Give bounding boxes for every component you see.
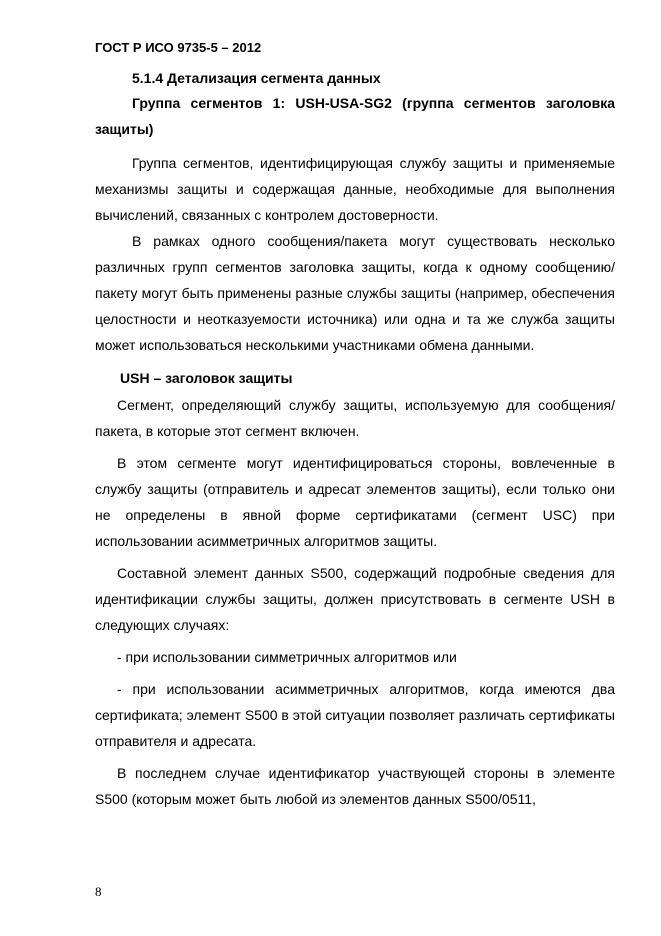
document-header: ГОСТ Р ИСО 9735-5 – 2012 <box>95 40 262 55</box>
paragraph: Сегмент, определяющий службу защиты, используемую для сообщения/пакета, в которые этот сегмент включен. <box>95 397 615 439</box>
paragraph: Группа сегментов, идентифицирующая службу защиты и применяемые механизмы защиты и содержащая данные, необходимые для выполнения вычислений, связанных с контролем достоверности. <box>95 155 615 223</box>
paragraph: Составной элемент данных S500, содержащий подробные сведения для идентификации службы защиты, должен присутствовать в сегменте USH в следующих случаях: <box>95 565 615 633</box>
page-content <box>95 70 615 812</box>
ush-heading: USH – заголовок защиты <box>120 370 293 386</box>
paragraph: В рамках одного сообщения/пакета могут существовать несколько различных групп сегментов заголовка защиты, когда к одному сообщению/пакету могут быть применены разные службы защиты (например, обеспечения целостности и неотказуемости источника) или одна и та же служба защиты может использоваться несколькими участниками обмена данными. <box>95 233 615 353</box>
paragraph: В последнем случае идентификатор участвующей стороны в элементе S500 (которым может быть любой из элементов данных S500/0511, <box>95 765 615 807</box>
page-number: 8 <box>95 884 102 899</box>
segment-group-heading: Группа сегментов 1: USH-USA-SG2 (группа сегментов заголовка защиты) <box>95 95 615 137</box>
section-heading: 5.1.4 Детализация сегмента данных <box>132 70 381 86</box>
list-item: - при использовании симметричных алгоритмов или <box>117 649 457 665</box>
list-item: - при использовании асимметричных алгоритмов, когда имеются два сертификата; элемент S500 в этой ситуации позволяет различать сертификаты отправителя и адресата. <box>95 681 615 749</box>
paragraph: В этом сегменте могут идентифицироваться стороны, вовлеченные в службу защиты (отправитель и адресат элементов защиты), если только они не определены в явной форме сертификатами (сегмент USC) при использовании асимметричных алгоритмов защиты. <box>95 455 615 549</box>
